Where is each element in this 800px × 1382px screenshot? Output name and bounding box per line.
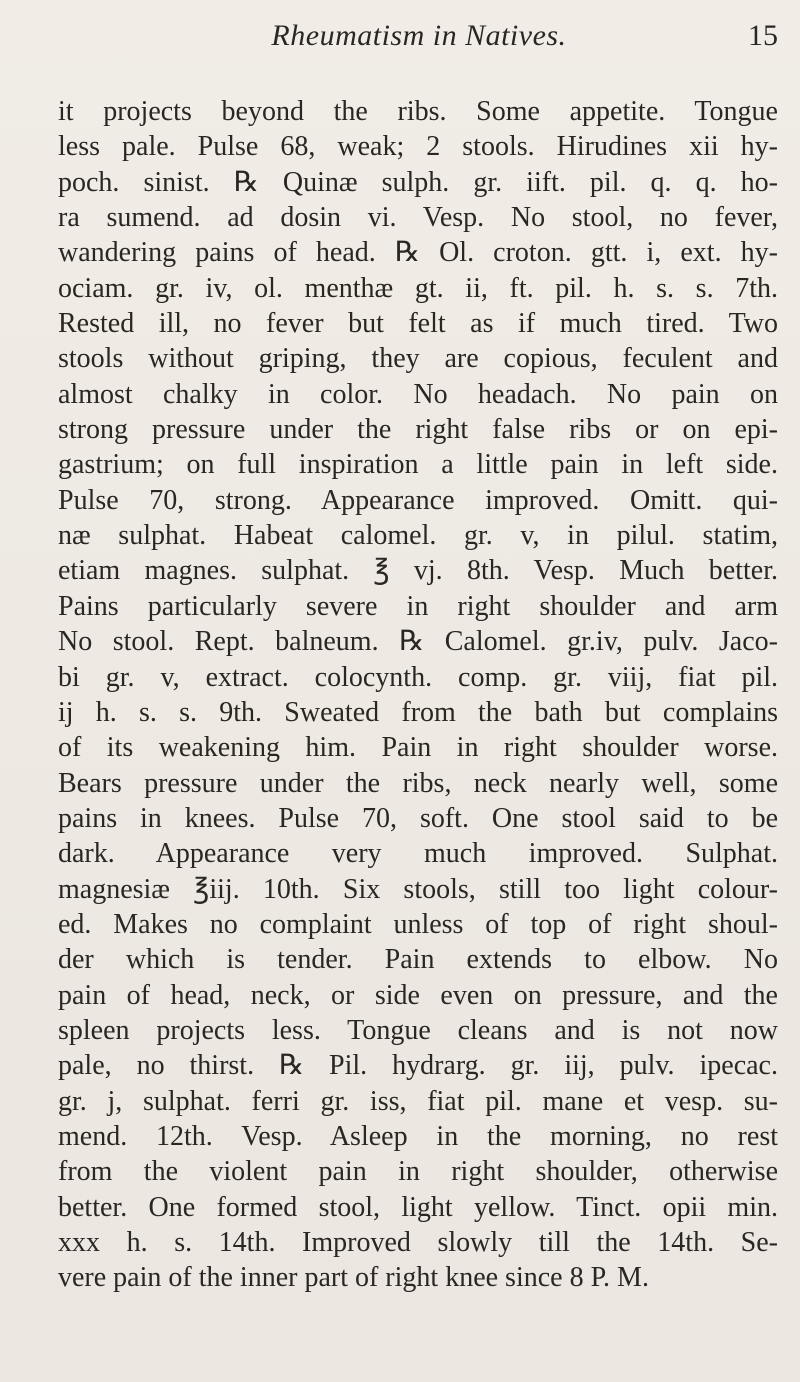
text-line: Pains particularly severe in right shoulder and arm — [58, 590, 778, 622]
text-line: pain of head, neck, or side even on pressure, and the — [58, 979, 778, 1011]
text-line: gr. j, sulphat. ferri gr. iss, fiat pil. mane et vesp. su- — [58, 1085, 778, 1117]
text-line: der which is tender. Pain extends to elbow. No — [58, 944, 778, 976]
text-line: magnesiæ ℥iij. 10th. Six stools, still too light colour- — [58, 873, 778, 905]
text-line: poch. sinist. ℞ Quinæ sulph. gr. iift. pil. q. q. ho- — [58, 166, 778, 198]
text-line: mend. 12th. Vesp. Asleep in the morning, no rest — [58, 1120, 778, 1152]
text-line: ed. Makes no complaint unless of top of right shoul- — [58, 908, 778, 940]
text-line: gastrium; on full inspiration a little pain in left side. — [58, 449, 778, 481]
text-line: næ sulphat. Habeat calomel. gr. v, in pilul. statim, — [58, 520, 778, 552]
text-line: spleen projects less. Tongue cleans and is not now — [58, 1014, 778, 1046]
text-line: pains in knees. Pulse 70, soft. One stool said to be — [58, 802, 778, 834]
text-line: bi gr. v, extract. colocynth. comp. gr. viij, fiat pil. — [58, 661, 778, 693]
text-line: of its weakening him. Pain in right shoulder worse. — [58, 732, 778, 764]
text-line: ra sumend. ad dosin vi. Vesp. No stool, no fever, — [58, 202, 778, 234]
text-line: xxx h. s. 14th. Improved slowly till the 14th. Se- — [58, 1227, 778, 1258]
text-line: stools without griping, they are copious, feculent and — [58, 343, 778, 375]
text-line: ociam. gr. iv, ol. menthæ gt. ii, ft. pil. h. s. s. 7th. — [58, 272, 778, 304]
text-line: vere pain of the inner part of right knee since 8 P. M. — [58, 1262, 649, 1294]
text-line: almost chalky in color. No headach. No pain on — [58, 378, 778, 410]
text-line: etiam magnes. sulphat. ℥ vj. 8th. Vesp. Much better. — [58, 555, 778, 587]
text-line: Rested ill, no fever but felt as if much tired. Two — [58, 308, 778, 340]
text-line: Bears pressure under the ribs, neck nearly well, some — [58, 767, 778, 799]
text-line: pale, no thirst. ℞ Pil. hydrarg. gr. iij, pulv. ipecac. — [58, 1050, 778, 1082]
text-line: Pulse 70, strong. Appearance improved. Omitt. qui- — [58, 484, 778, 516]
body-text — [58, 94, 778, 1296]
text-line: dark. Appearance very much improved. Sulphat. — [58, 838, 778, 870]
text-line: from the violent pain in right shoulder, otherwise — [58, 1156, 778, 1188]
text-line: less pale. Pulse 68, weak; 2 stools. Hirudines xii hy- — [58, 131, 778, 163]
page-number: 15 — [748, 19, 778, 52]
text-line: it projects beyond the ribs. Some appetite. Tongue — [58, 96, 778, 127]
text-line: wandering pains of head. ℞ Ol. croton. gtt. i, ext. hy- — [58, 237, 778, 269]
text-line: ij h. s. s. 9th. Sweated from the bath but complains — [58, 696, 778, 728]
text-line: strong pressure under the right false ribs or on epi- — [58, 414, 778, 446]
running-head — [60, 16, 778, 56]
running-title: Rheumatism in Natives. — [271, 19, 567, 52]
text-line: No stool. Rept. balneum. ℞ Calomel. gr.iv, pulv. Jaco- — [58, 626, 778, 658]
text-line: better. One formed stool, light yellow. Tinct. opii min. — [58, 1191, 778, 1223]
